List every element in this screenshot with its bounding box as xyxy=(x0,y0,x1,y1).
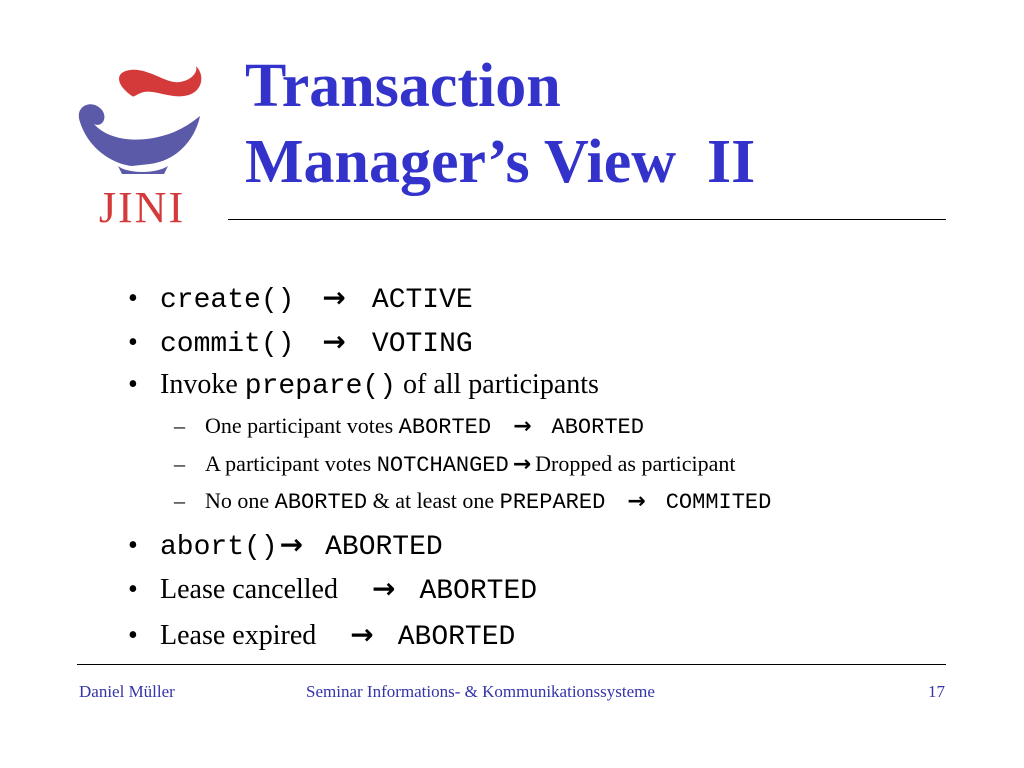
bullet-marker: • xyxy=(128,530,138,561)
bullet-code: abort() xyxy=(160,532,278,563)
dash-marker: – xyxy=(174,413,185,438)
bullet-text: Lease cancelled xyxy=(160,574,338,605)
bullet-text-after: of all participants xyxy=(396,369,599,400)
bullet-lease-expired xyxy=(128,618,515,653)
bullet-abort xyxy=(128,528,443,563)
bullet-code: commit() xyxy=(160,329,295,360)
bullet-marker: • xyxy=(128,574,138,605)
sub-bullet-code: NOTCHANGED xyxy=(376,453,509,478)
title-line-1: Transaction xyxy=(245,52,561,120)
arrow-icon: → xyxy=(279,528,304,561)
arrow-icon: → xyxy=(322,281,346,314)
arrow-icon: → xyxy=(350,618,374,651)
sub-bullet-code: ABORTED xyxy=(274,490,368,515)
page-number: 17 xyxy=(928,682,945,701)
arrow-icon: → xyxy=(627,489,646,514)
bullet-result: ABORTED xyxy=(419,576,538,607)
sub-bullet-code: ABORTED xyxy=(398,415,492,440)
bullet-commit xyxy=(128,325,473,360)
footer-author: Daniel Müller xyxy=(79,682,175,701)
bullet-marker: • xyxy=(128,369,138,400)
sub-bullet-result: ABORTED xyxy=(551,415,644,440)
footer-course: Seminar Informations- & Kommunikationssysteme xyxy=(306,682,655,701)
bullet-code: create() xyxy=(160,285,295,316)
bullet-invoke xyxy=(128,369,599,402)
arrow-icon: → xyxy=(513,414,532,439)
footer-divider xyxy=(77,664,946,665)
dash-marker: – xyxy=(174,451,185,476)
bullet-marker: • xyxy=(128,283,138,314)
sub-bullet-text: One participant votes xyxy=(205,413,399,438)
sub-bullet-text: A participant votes xyxy=(205,451,377,476)
sub-bullet-code-2: PREPARED xyxy=(499,490,606,515)
sub-bullet-notchanged xyxy=(174,451,736,478)
bullet-result: ABORTED xyxy=(397,622,516,653)
logo-text: JINI xyxy=(98,183,186,232)
bullet-marker: • xyxy=(128,327,138,358)
bullet-create xyxy=(128,281,473,316)
sub-bullet-text: No one xyxy=(205,488,275,513)
title-line-2: Manager’s View II xyxy=(245,128,756,196)
sub-bullet-result-text: Dropped as participant xyxy=(535,451,736,476)
sub-bullet-committed xyxy=(174,488,771,515)
arrow-icon: → xyxy=(371,572,396,605)
arrow-icon: → xyxy=(512,452,532,477)
bullet-text: Lease expired xyxy=(160,620,317,651)
bullet-code: prepare() xyxy=(244,371,396,402)
bullet-text: Invoke xyxy=(160,369,245,400)
sub-bullet-one-aborted xyxy=(174,413,644,440)
sub-bullet-middle: & at least one xyxy=(367,488,500,513)
arrow-icon: → xyxy=(322,325,346,358)
bullet-result: VOTING xyxy=(371,329,473,360)
bullet-marker: • xyxy=(128,620,138,651)
sub-bullet-result: COMMITED xyxy=(665,490,772,515)
bullet-lease-cancelled xyxy=(128,572,537,607)
bullet-result: ACTIVE xyxy=(371,285,473,316)
bullet-result: ABORTED xyxy=(325,532,443,563)
dash-marker: – xyxy=(174,488,185,513)
